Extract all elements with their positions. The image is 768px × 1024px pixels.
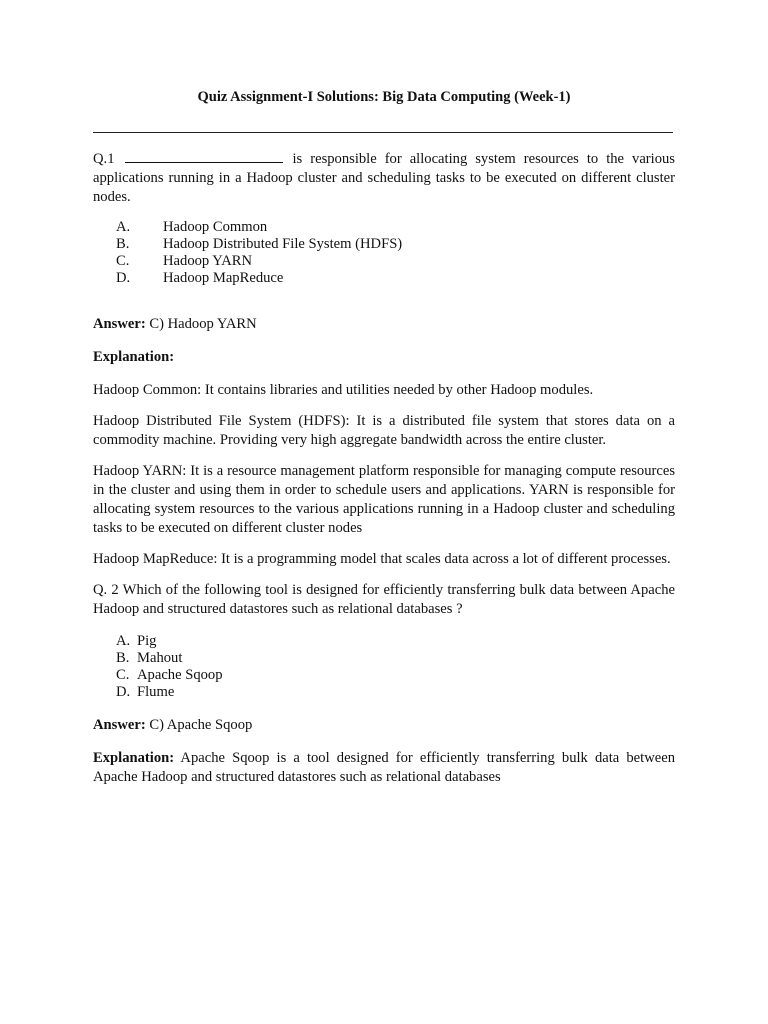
option-item: B. Mahout	[116, 650, 183, 666]
question-1-answer: Answer: C) Hadoop YARN	[93, 316, 257, 332]
option-item: D. Flume	[116, 684, 175, 700]
option-item: A. Pig	[116, 633, 157, 649]
document-body	[93, 150, 675, 799]
option-item: C. Hadoop YARN	[116, 253, 253, 269]
option-item: C. Apache Sqoop	[116, 667, 223, 683]
question-1-options	[93, 219, 675, 287]
explanation-paragraph: Hadoop MapReduce: It is a programming model that scales data across a lot of different processes.	[93, 551, 671, 567]
explanation-paragraph: Hadoop Common: It contains libraries and utilities needed by other Hadoop modules.	[93, 382, 594, 398]
option-item: A. Hadoop Common	[116, 219, 268, 235]
page-title: Quiz Assignment-I Solutions: Big Data Computing (Week-1)	[197, 89, 571, 105]
question-1	[93, 150, 675, 207]
question-1-text: is responsible for allocating system resources to the various applications running in a Hadoop cluster and scheduling tasks to be executed on different cluster nodes.	[93, 151, 675, 205]
option-item: B. Hadoop Distributed File System (HDFS)	[116, 236, 403, 252]
fill-in-blank	[125, 150, 283, 163]
question-2: Q. 2 Which of the following tool is designed for efficiently transferring bulk data between Apache Hadoop and structured datastores such as relational databases ?	[93, 582, 675, 617]
question-2-options	[93, 633, 675, 701]
question-2-answer: Answer: C) Apache Sqoop	[93, 717, 253, 733]
title-divider	[93, 132, 673, 133]
explanation-paragraph: Hadoop YARN: It is a resource management platform responsible for managing compute resources in the cluster and using them in order to schedule users and applications. YARN is responsible for allocating system resources to the various applications running in a Hadoop cluster and scheduling tasks to be executed on different cluster nodes	[93, 463, 675, 536]
question-1-number: Q.1	[93, 151, 115, 167]
option-item: D. Hadoop MapReduce	[116, 270, 284, 286]
question-1-explanation-heading: Explanation:	[93, 349, 175, 365]
question-2-explanation: Explanation: Apache Sqoop is a tool designed for efficiently transferring bulk data between Apache Hadoop and structured datastores such as relational databases	[93, 750, 675, 785]
explanation-paragraph: Hadoop Distributed File System (HDFS): It is a distributed file system that stores data on a commodity machine. Providing very high aggregate bandwidth across the entire cluster.	[93, 413, 675, 448]
